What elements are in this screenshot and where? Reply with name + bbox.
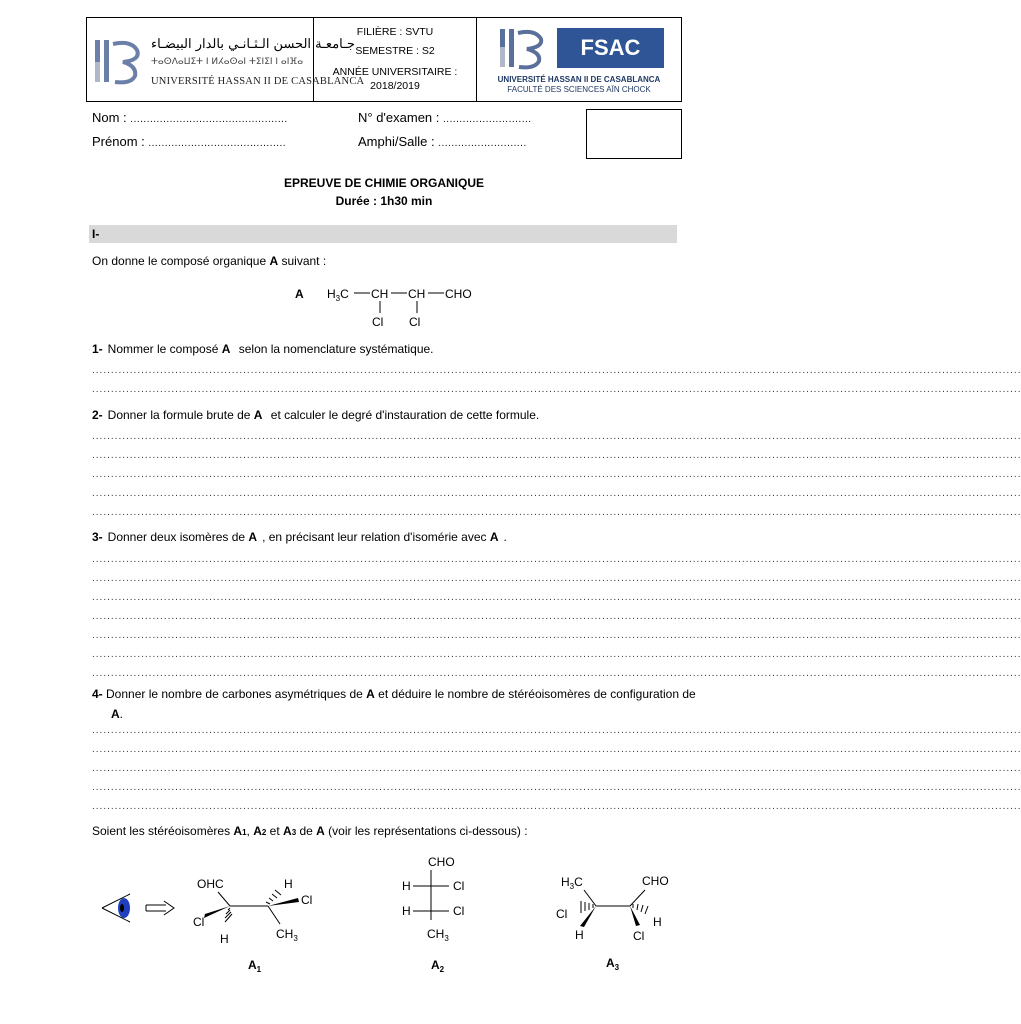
a3-h-right: H xyxy=(653,915,662,929)
university-right-line1: UNIVERSITÉ HASSAN II DE CASABLANCA xyxy=(497,75,661,84)
amphi-field[interactable] xyxy=(358,134,527,149)
amphi-dots: ........................... xyxy=(438,138,527,149)
university-logo-icon xyxy=(93,36,145,88)
structure-a1 xyxy=(188,872,328,978)
university-french-name: UNIVERSITÉ HASSAN II DE CASABLANCA xyxy=(151,76,365,87)
fsac-logo: FSAC xyxy=(557,28,664,68)
filiere-text: FILIÈRE : SVTU xyxy=(356,26,434,38)
answer-line[interactable]: ...................................................................................................................................................................................................................................................... xyxy=(92,649,1021,660)
answer-line[interactable]: ...................................................................................................................................................................................................................................................... xyxy=(92,763,1021,774)
answer-line[interactable]: ...................................................................................................................................................................................................................................................... xyxy=(92,507,1021,518)
answer-line[interactable]: ...................................................................................................................................................................................................................................................... xyxy=(92,469,1021,480)
molecule-a-formula xyxy=(290,282,490,332)
semestre-text: SEMESTRE : S2 xyxy=(355,45,435,57)
question-1: 1- Nommer le composé A selon la nomenclature systématique. xyxy=(92,342,434,356)
university-right-line2: FACULTÉ DES SCIENCES AÏN CHOCK xyxy=(507,85,651,94)
a3-label: $A_3$ xyxy=(606,956,620,972)
fsac-cell xyxy=(477,18,681,101)
a2-cl1: Cl xyxy=(453,879,465,893)
answer-line[interactable]: ...................................................................................................................................................................................................................................................... xyxy=(92,573,1021,584)
a2-ch3: $CH_3$ xyxy=(427,927,449,943)
examen-label: N° d'examen : xyxy=(358,110,440,125)
examen-field[interactable] xyxy=(358,110,532,125)
molecule-a-cl2: Cl xyxy=(409,315,421,329)
exam-duration: Durée : 1h30 min xyxy=(335,194,433,208)
prenom-dots: .......................................... xyxy=(148,138,287,149)
a2-h2: H xyxy=(402,904,411,918)
answer-line[interactable]: ...................................................................................................................................................................................................................................................... xyxy=(92,725,1021,736)
university-left-cell xyxy=(87,18,365,101)
a2-label: $A_2$ xyxy=(431,958,445,974)
answer-line[interactable]: ...................................................................................................................................................................................................................................................... xyxy=(92,611,1021,622)
stereo-intro: Soient les stéréoisomères A1, A2 et A3 de A (voir les représentations ci-dessous) : xyxy=(92,824,528,838)
a1-ohc: OHC xyxy=(197,877,224,891)
fsac-university-logo-icon xyxy=(499,27,555,71)
question-3: 3- Donner deux isomères de A , en précisant leur relation d'isomérie avec A . xyxy=(92,530,507,544)
header-table xyxy=(86,17,682,102)
exam-title: EPREUVE DE CHIMIE ORGANIQUE xyxy=(283,176,485,190)
eye-viewpoint-icon xyxy=(100,892,180,926)
answer-line[interactable]: ...................................................................................................................................................................................................................................................... xyxy=(92,744,1021,755)
molecule-a-h3c: $H_3C$ xyxy=(327,287,349,303)
answer-line[interactable]: ...................................................................................................................................................................................................................................................... xyxy=(92,431,1021,442)
question-2: 2- Donner la formule brute de A et calculer le degré d'instauration de cette formule. xyxy=(92,408,540,422)
a3-cho: CHO xyxy=(642,874,669,888)
a3-cl-bottom: Cl xyxy=(633,929,645,943)
amphi-label: Amphi/Salle : xyxy=(358,134,435,149)
a1-cl-left: Cl xyxy=(193,915,205,929)
nom-dots: ................................................ xyxy=(130,114,288,125)
university-tifinagh-name: ⵜⴰⵙⴷⴰⵡⵉⵜ ⵏ ⵍⵃⴰⵙⴰⵏ ⵜⵉⵏⵉⵏ ⵏ ⴰⵏⴼⴰ xyxy=(151,57,304,67)
answer-line[interactable]: ...................................................................................................................................................................................................................................................... xyxy=(92,450,1021,461)
a3-h3c: $H_3C$ xyxy=(561,875,583,891)
section-intro: On donne le composé organique A suivant : xyxy=(92,254,327,268)
answer-line[interactable]: ...................................................................................................................................................................................................................................................... xyxy=(92,630,1021,641)
structure-a2 xyxy=(396,852,476,978)
a2-cl2: Cl xyxy=(453,904,465,918)
a2-h1: H xyxy=(402,879,411,893)
answer-line[interactable]: ...................................................................................................................................................................................................................................................... xyxy=(92,801,1021,812)
section-header: I- xyxy=(89,225,677,243)
annee-label: ANNÉE UNIVERSITAIRE : xyxy=(332,66,458,78)
prenom-field[interactable] xyxy=(92,134,286,149)
a1-h-top: H xyxy=(284,877,293,891)
a1-h-bottom: H xyxy=(220,932,229,946)
nom-field[interactable] xyxy=(92,110,288,125)
filiere-cell xyxy=(314,18,477,101)
molecule-a-cho: CHO xyxy=(445,287,472,301)
nom-label: Nom : xyxy=(92,110,127,125)
molecule-a-ch1: CH xyxy=(371,287,389,301)
molecule-a-ch2: CH xyxy=(408,287,426,301)
answer-line[interactable]: ...................................................................................................................................................................................................................................................... xyxy=(92,384,1021,395)
grade-box xyxy=(586,109,682,159)
a2-cho: CHO xyxy=(428,855,455,869)
answer-line[interactable]: ...................................................................................................................................................................................................................................................... xyxy=(92,365,1021,376)
a3-h-bottom: H xyxy=(575,928,584,942)
annee-value: 2018/2019 xyxy=(370,80,420,92)
prenom-label: Prénom : xyxy=(92,134,145,149)
a1-ch3: $CH_3$ xyxy=(276,927,298,943)
question-4: 4- Donner le nombre de carbones asymétriques de A et déduire le nombre de stéréoisomères de configuration de A. xyxy=(92,687,696,721)
a3-cl-left: Cl xyxy=(556,907,568,921)
answer-line[interactable]: ...................................................................................................................................................................................................................................................... xyxy=(92,592,1021,603)
answer-line[interactable]: ...................................................................................................................................................................................................................................................... xyxy=(92,488,1021,499)
answer-line[interactable]: ...................................................................................................................................................................................................................................................... xyxy=(92,554,1021,565)
a1-label: $A_1$ xyxy=(248,958,262,974)
examen-dots: ........................... xyxy=(443,114,532,125)
university-arabic-name: جـامعـة الحسن الـثـانـي بالدار البيضـاء xyxy=(151,37,355,52)
structure-a3 xyxy=(550,868,690,978)
arrow-right-icon xyxy=(146,901,174,915)
a1-cl-right: Cl xyxy=(301,893,313,907)
answer-line[interactable]: ...................................................................................................................................................................................................................................................... xyxy=(92,782,1021,793)
molecule-a-cl1: Cl xyxy=(372,315,384,329)
answer-line[interactable]: ...................................................................................................................................................................................................................................................... xyxy=(92,668,1021,679)
molecule-a-label: A xyxy=(295,287,304,301)
